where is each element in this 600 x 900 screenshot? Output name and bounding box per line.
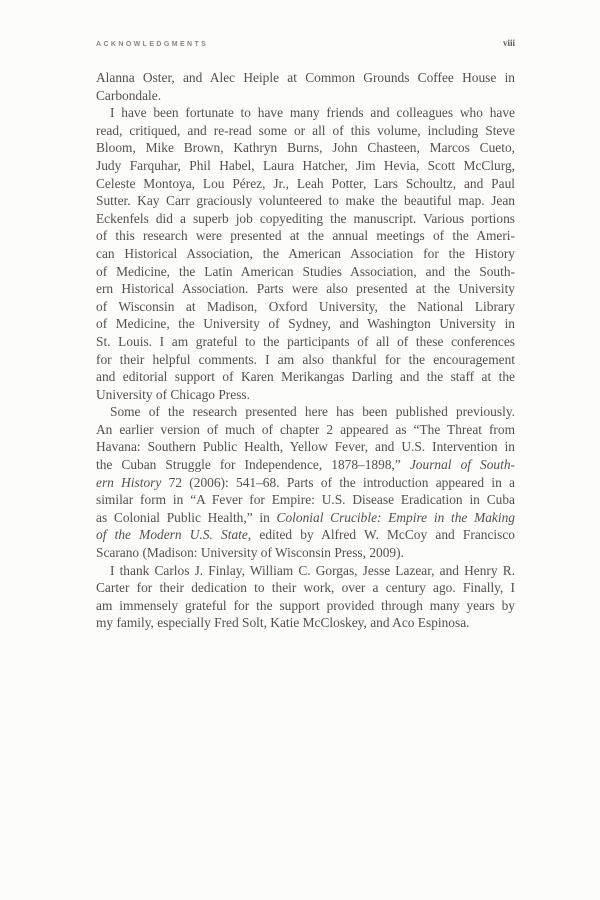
running-head: ACKNOWLEDGMENTS: [96, 41, 209, 48]
text-line: Bloom, Mike Brown, Kathryn Burns, John Chasteen, Marcos Cueto,: [96, 140, 515, 156]
text-line: University of Chicago Press.: [96, 386, 250, 402]
text-line: can Historical Association, the American Association for the History: [96, 245, 515, 261]
text-line: Carter for their dedication to their work, over a century ago. Finally, I: [96, 580, 515, 596]
page-number: viii: [502, 38, 515, 48]
text-line: An earlier version of much of chapter 2 appeared as “The Threat from: [96, 421, 515, 437]
text-line: am immensely grateful for the support provided through many years by: [96, 597, 515, 613]
text-line: my family, especially Fred Solt, Katie McCloskey, and Aco Espinosa.: [96, 615, 470, 631]
text-line: and editorial support of Karen Merikangas Darling and the staff at the: [96, 369, 515, 385]
paragraph: [96, 403, 515, 561]
text-line: Carbondale.: [96, 87, 162, 103]
text-line: of this research were presented at the annual meetings of the Ameri-: [96, 228, 515, 244]
text-line: Some of the research presented here has been published previously.: [110, 404, 515, 420]
text-line: as Colonial Public Health,” in Colonial Crucible: Empire in the Making: [96, 509, 515, 525]
text-line: St. Louis. I am grateful to the participants of all of these conferences: [96, 333, 515, 349]
text-line: Alanna Oster, and Alec Heiple at Common Grounds Coffee House in: [96, 70, 515, 85]
text-line: the Cuban Struggle for Independence, 1878–1898,” Journal of South-: [96, 457, 515, 473]
text-line: of Wisconsin at Madison, Oxford University, the National Library: [96, 298, 515, 314]
text-line: Havana: Southern Public Health, Yellow Fever, and U.S. Intervention in: [96, 439, 515, 455]
text-line: of Medicine, the University of Sydney, and Washington University in: [96, 316, 515, 332]
text-line: Sutter. Kay Carr graciously volunteered to make the beautiful map. Jean: [96, 193, 515, 209]
paragraph: [96, 562, 515, 632]
text-line: Celeste Montoya, Lou Pérez, Jr., Leah Potter, Lars Schoultz, and Paul: [96, 175, 515, 191]
page-header: [96, 38, 515, 48]
text-line: Scarano (Madison: University of Wisconsin Press, 2009).: [96, 545, 404, 561]
text-line: I have been fortunate to have many friends and colleagues who have: [110, 105, 515, 121]
paragraph: [96, 104, 515, 403]
text-line: read, critiqued, and re-read some or all of this volume, including Steve: [96, 122, 515, 138]
text-line: similar form in “A Fever for Empire: U.S. Disease Eradication in Cuba: [96, 492, 515, 508]
text-line: of the Modern U.S. State, edited by Alfred W. McCoy and Francisco: [96, 527, 515, 543]
text-line: ern Historical Association. Parts were also presented at the University: [96, 281, 515, 297]
paragraph: [96, 69, 515, 104]
text-line: I thank Carlos J. Finlay, William C. Gorgas, Jesse Lazear, and Henry R.: [110, 562, 515, 578]
text-line: Judy Farquhar, Phil Habel, Laura Hatcher, Jim Hevia, Scott McClurg,: [96, 157, 515, 173]
text-line: Eckenfels did a superb job copyediting the manuscript. Various portions: [96, 210, 515, 226]
text-line: for their helpful comments. I am also thankful for the encouragement: [96, 351, 515, 367]
text-line: of Medicine, the Latin American Studies Association, and the South-: [96, 263, 515, 279]
text-line: ern History 72 (2006): 541–68. Parts of the introduction appeared in a: [96, 474, 515, 490]
page-body: [96, 69, 515, 632]
